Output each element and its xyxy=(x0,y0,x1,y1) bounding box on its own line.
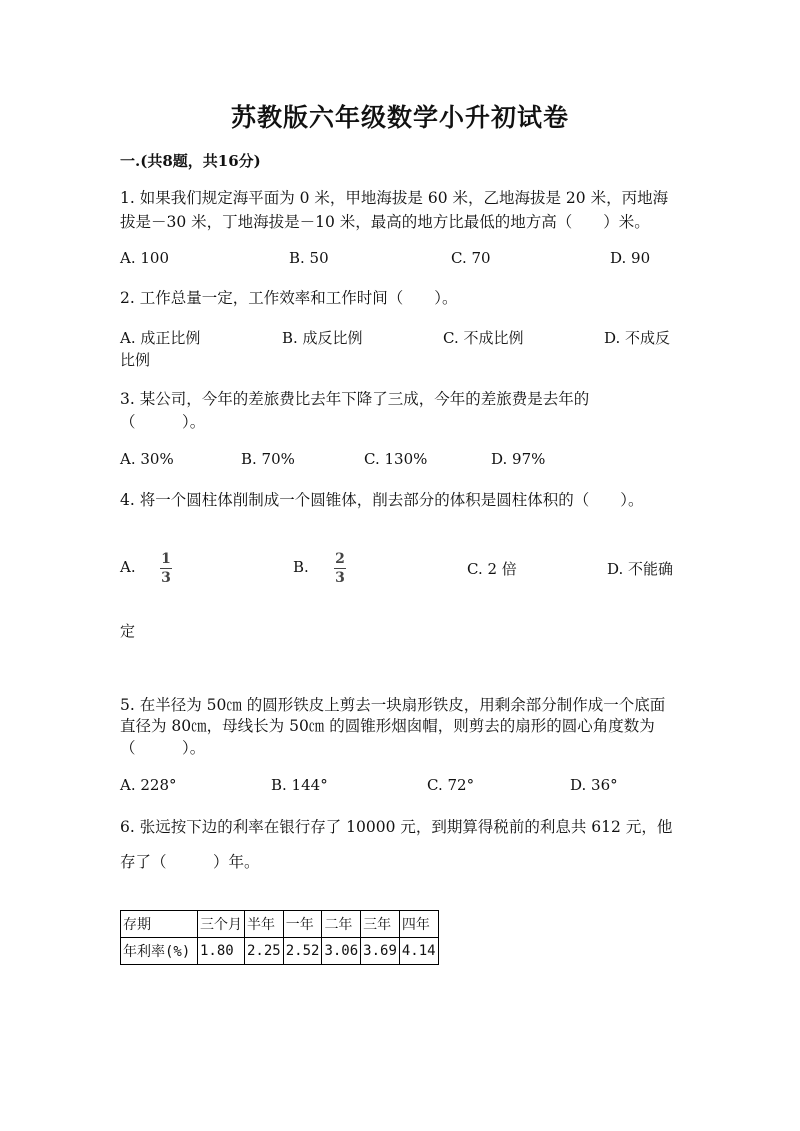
question-5-line-1: 5. 在半径为 50㎝ 的圆形铁皮上剪去一块扇形铁皮，用剩余部分制作成一个底面 xyxy=(120,696,666,714)
table-cell: 2.25 xyxy=(245,938,284,965)
table-cell: 1.80 xyxy=(198,938,245,965)
q4-option-a-fraction xyxy=(160,551,172,586)
interest-rate-table xyxy=(120,910,439,965)
table-cell: 半年 xyxy=(245,911,284,938)
table-cell: 2.52 xyxy=(283,938,322,965)
q2-option-d-wrap: 比例 xyxy=(120,351,151,369)
question-1-line-1: 1. 如果我们规定海平面为 0 米，甲地海拔是 60 米，乙地海拔是 20 米，丙地海 xyxy=(120,189,669,207)
q3-option-a: A. 30% xyxy=(120,450,174,468)
q5-option-c: C. 72° xyxy=(427,776,475,794)
fraction-numerator: 1 xyxy=(161,551,171,567)
question-4-line-1: 4. 将一个圆柱体削制成一个圆锥体，削去部分的体积是圆柱体积的（ ）。 xyxy=(120,491,644,509)
q2-option-c: C. 不成比例 xyxy=(443,329,524,347)
q3-option-d: D. 97% xyxy=(491,450,546,468)
fraction-numerator: 2 xyxy=(335,551,345,567)
q4-option-c: C. 2 倍 xyxy=(467,560,517,578)
section-heading: 一.(共8题，共16分) xyxy=(120,152,261,170)
q5-option-b: B. 144° xyxy=(271,776,328,794)
question-1-line-2: 拔是－30 米，丁地海拔是－10 米，最高的地方比最低的地方高（ ）米。 xyxy=(120,213,650,231)
table-cell: 三个月 xyxy=(198,911,245,938)
fraction-bar xyxy=(334,568,346,569)
table-cell: 4.14 xyxy=(399,938,438,965)
question-6-line-1: 6. 张远按下边的利率在银行存了 10000 元，到期算得税前的利息共 612 元，他 xyxy=(120,818,673,836)
q5-option-a: A. 228° xyxy=(120,776,177,794)
question-2-line-1: 2. 工作总量一定，工作效率和工作时间（ ）。 xyxy=(120,289,458,307)
q2-option-d: D. 不成反 xyxy=(604,329,671,347)
fraction-denominator: 3 xyxy=(335,570,345,586)
q2-option-a: A. 成正比例 xyxy=(120,329,201,347)
table-header-row xyxy=(121,911,439,938)
table-cell: 3.06 xyxy=(322,938,361,965)
question-3-line-2: （ ）。 xyxy=(120,413,206,431)
q4-option-d: D. 不能确 xyxy=(607,560,674,578)
q1-option-b: B. 50 xyxy=(289,249,329,267)
table-cell: 年利率(%) xyxy=(121,938,198,965)
q1-option-d: D. 90 xyxy=(610,249,651,267)
question-3-line-1: 3. 某公司，今年的差旅费比去年下降了三成，今年的差旅费是去年的 xyxy=(120,390,590,408)
page-title: 苏教版六年级数学小升初试卷 xyxy=(230,103,569,132)
table-cell: 一年 xyxy=(283,911,322,938)
question-5-line-3: （ ）。 xyxy=(120,739,206,757)
q1-option-c: C. 70 xyxy=(451,249,491,267)
q3-option-b: B. 70% xyxy=(241,450,295,468)
q1-option-a: A. 100 xyxy=(120,249,169,267)
q4-option-b-fraction xyxy=(334,551,346,586)
fraction-denominator: 3 xyxy=(161,570,171,586)
table-cell: 三年 xyxy=(361,911,400,938)
table-cell: 存期 xyxy=(121,911,198,938)
question-5-line-2: 直径为 80㎝，母线长为 50㎝ 的圆锥形烟囱帽，则剪去的扇形的圆心角度数为 xyxy=(120,717,655,735)
fraction-bar xyxy=(160,568,172,569)
q4-option-a: A. xyxy=(120,558,136,576)
table-cell: 3.69 xyxy=(361,938,400,965)
table-row xyxy=(121,938,439,965)
q3-option-c: C. 130% xyxy=(364,450,428,468)
q2-option-b: B. 成反比例 xyxy=(282,329,363,347)
q4-option-d-wrap: 定 xyxy=(120,622,136,640)
table-cell: 二年 xyxy=(322,911,361,938)
q5-option-d: D. 36° xyxy=(570,776,618,794)
table-cell: 四年 xyxy=(399,911,438,938)
q4-option-b: B. xyxy=(293,558,309,576)
question-6-line-2: 存了（ ）年。 xyxy=(120,853,260,871)
